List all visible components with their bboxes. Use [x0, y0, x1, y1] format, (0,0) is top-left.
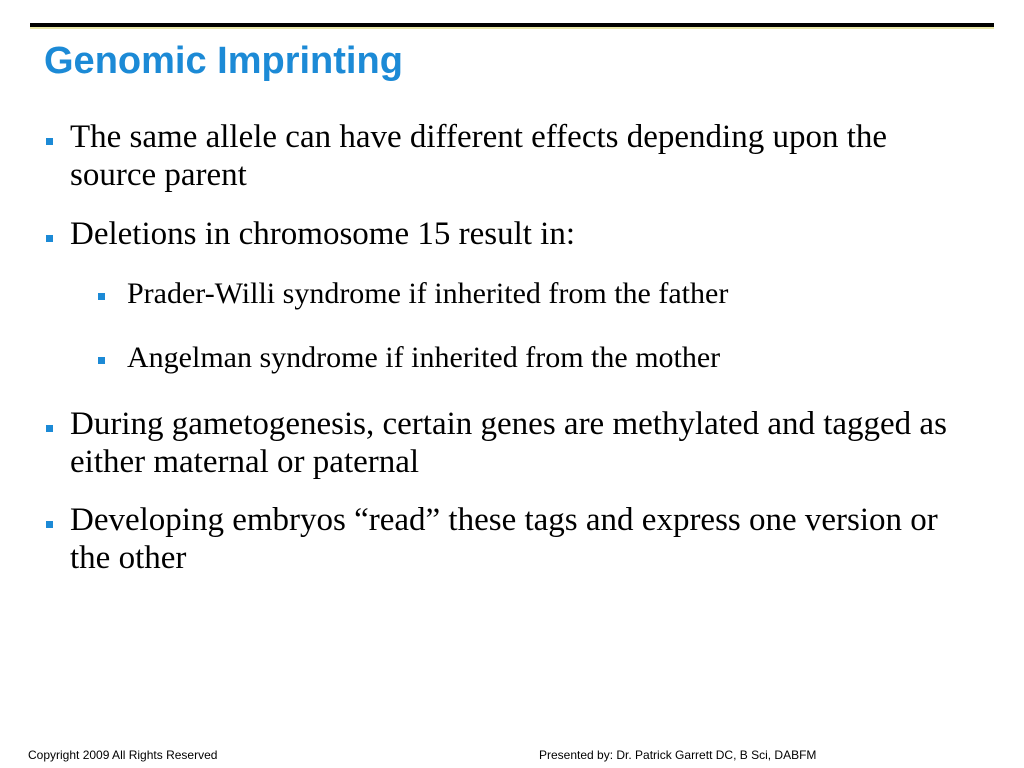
bullet-item	[0, 501, 1024, 577]
sub-bullet-item	[0, 276, 1024, 312]
square-bullet-icon	[46, 138, 53, 145]
slide-title: Genomic Imprinting	[44, 40, 403, 82]
bullet-list	[0, 118, 1024, 577]
bullet-item	[0, 405, 1024, 481]
bullet-text: The same allele can have different effects depending upon the source parent	[70, 119, 888, 193]
top-divider	[30, 23, 994, 27]
bullet-text: Deletions in chromosome 15 result in:	[70, 216, 576, 252]
square-bullet-icon	[98, 357, 105, 364]
bullet-text: Developing embryos “read” these tags and express one version or the other	[70, 502, 938, 576]
square-bullet-icon	[46, 425, 53, 432]
bullet-text: During gametogenesis, certain genes are methylated and tagged as either maternal or paternal	[70, 406, 947, 480]
bullet-text: Prader-Willi syndrome if inherited from the father	[127, 277, 729, 310]
bullet-text: Angelman syndrome if inherited from the mother	[127, 341, 721, 374]
square-bullet-icon	[46, 235, 53, 242]
footer-presenter: Presented by: Dr. Patrick Garrett DC, B Sci, DABFM	[539, 748, 817, 762]
square-bullet-icon	[98, 293, 105, 300]
bullet-item	[0, 215, 1024, 253]
square-bullet-icon	[46, 521, 53, 528]
bullet-item	[0, 118, 1024, 194]
footer-copyright: Copyright 2009 All Rights Reserved	[28, 748, 218, 762]
sub-bullet-item	[0, 340, 1024, 376]
